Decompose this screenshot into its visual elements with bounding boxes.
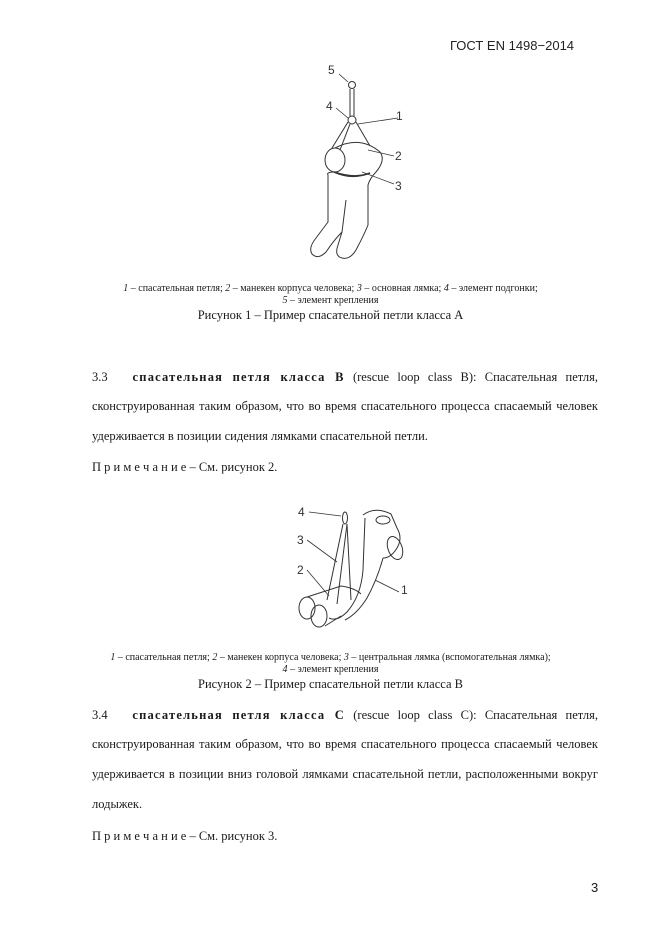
callout-2: 2 bbox=[395, 149, 402, 163]
figure-2-caption: Рисунок 2 – Пример спасательной петли класса В bbox=[198, 677, 463, 691]
callout-1: 1 bbox=[396, 109, 403, 123]
figure-2-legend-line-2: 4 – элемент крепления bbox=[282, 664, 379, 675]
note-see-figure-2: П р и м е ч а н и е – См. рисунок 2. bbox=[92, 460, 278, 474]
section-3-4-line-2: сконструированная таким образом, что во время спасательного процесса спасаемый человек bbox=[92, 737, 598, 751]
note-see-figure-3: П р и м е ч а н и е – См. рисунок 3. bbox=[92, 829, 278, 843]
page-number: 3 bbox=[591, 880, 599, 895]
figure-2-rescue-loop-class-b bbox=[285, 500, 425, 635]
callout-1: 1 bbox=[401, 583, 408, 597]
section-3-4-line-1: 3.4 спасательная петля класса С (rescue loop class C): Спасательная петля, bbox=[92, 708, 599, 722]
attachment-ring bbox=[349, 82, 356, 89]
standard-header: ГОСТ EN 1498−2014 bbox=[450, 38, 575, 53]
figure-1-rescue-loop-class-a bbox=[290, 60, 430, 270]
section-3-3-line-2: сконструированная таким образом, что во время спасательного процесса спасаемый человек bbox=[92, 399, 598, 413]
callout-3: 3 bbox=[395, 179, 402, 193]
section-3-3-line-1: 3.3 спасательная петля класса В (rescue loop class B): Спасательная петля, bbox=[92, 370, 599, 384]
callout-3: 3 bbox=[297, 533, 304, 547]
section-3-3-definition bbox=[92, 362, 598, 392]
callout-4: 4 bbox=[326, 99, 333, 113]
figure-2-legend bbox=[0, 652, 661, 676]
term-class-c: спасательная петля класса С bbox=[132, 708, 346, 722]
callout-2: 2 bbox=[297, 563, 304, 577]
section-3-3-line-3: удерживается в позиции сидения лямками спасательной петли. bbox=[92, 429, 428, 443]
figure-1-legend-line-2: 5 – элемент крепления bbox=[282, 295, 379, 306]
section-3-4-definition bbox=[92, 700, 598, 730]
figure-1-caption: Рисунок 1 – Пример спасательной петли класса А bbox=[197, 308, 464, 322]
section-3-4-line-3: удерживается в позиции вниз головой лямками спасательной петли, расположенными вокруг bbox=[92, 767, 598, 781]
callout-4: 4 bbox=[298, 505, 305, 519]
figure-1-legend bbox=[0, 283, 661, 307]
section-3-4-line-4: лодыжек. bbox=[92, 797, 143, 811]
callout-5: 5 bbox=[328, 63, 335, 77]
term-class-b: спасательная петля класса В bbox=[132, 370, 345, 384]
figure-2-legend-line-1: 1 – спасательная петля; 2 – манекен корпуса человека; 3 – центральная лямка (вспомогательная лямка); bbox=[110, 652, 551, 663]
figure-1-legend-line-1: 1 – спасательная петля; 2 – манекен корпуса человека; 3 – основная лямка; 4 – элемент подгонки; bbox=[123, 283, 538, 294]
